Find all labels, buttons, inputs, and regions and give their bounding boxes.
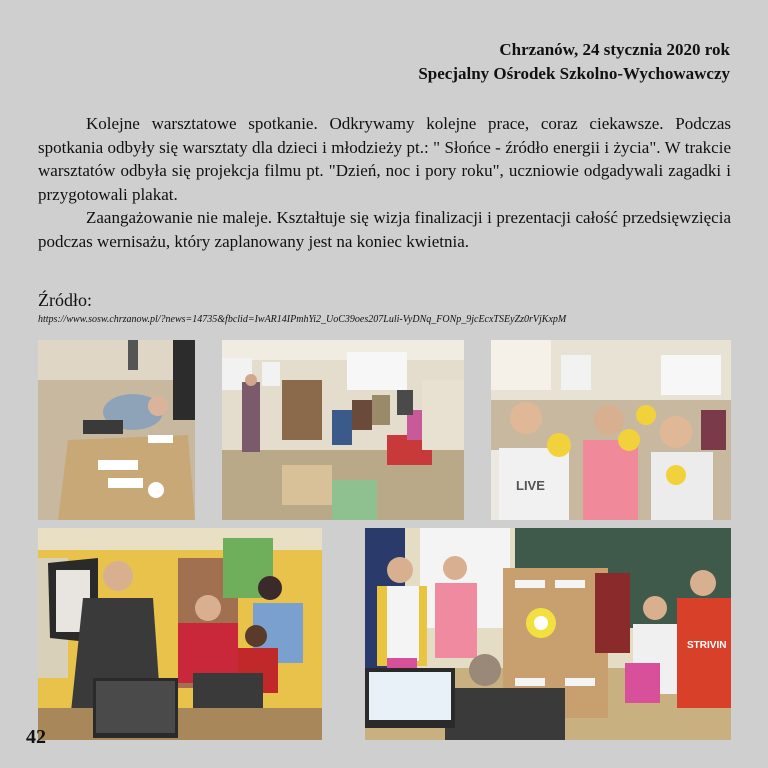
photo-yellow-hands <box>491 340 731 520</box>
body-text <box>38 112 731 253</box>
photo-presentation-frame <box>38 528 322 740</box>
shirt-text-live: LIVE <box>516 478 545 493</box>
source-label: Źródło: <box>38 290 92 310</box>
header <box>418 38 730 86</box>
header-place-date: Chrzanów, 24 stycznia 2020 rok <box>499 40 730 59</box>
paragraph-2: Zaangażowanie nie maleje. Kształtuje się wizja finalizacji i prezentacji całość przedsięwzięcia podczas wernisażu, który zaplanowany jest na koniec kwietnia. <box>38 208 731 251</box>
shirt-text-strivin: STRIVIN <box>687 640 727 651</box>
source-url[interactable]: https://www.sosw.chrzanow.pl/?news=14735&fbclid=IwAR14IPmhYi2_UoC39oes207Luli-VyDNq_FONp_9jcEcxTSEyZz0rVjKxpM <box>38 314 567 325</box>
header-institution: Specjalny Ośrodek Szkolno-Wychowawczy <box>418 64 730 83</box>
photo-classroom-group <box>222 340 464 520</box>
photo-sun-poster <box>365 528 731 740</box>
page-number: 42 <box>26 726 46 748</box>
paragraph-1: Kolejne warsztatowe spotkanie. Odkrywamy kolejne prace, coraz ciekawsze. Podczas spotkania odbyły się warsztaty dla dzieci i młodzieży pt.: " Słońce - źródło energii i życia". W trakcie warsztatów odbyła się projekcja filmu pt. "Dzień, noc i pory roku", uczniowie odgadywali zagadki i przygotowali plakat. <box>38 114 731 204</box>
photo-workshop-floor <box>38 340 195 520</box>
